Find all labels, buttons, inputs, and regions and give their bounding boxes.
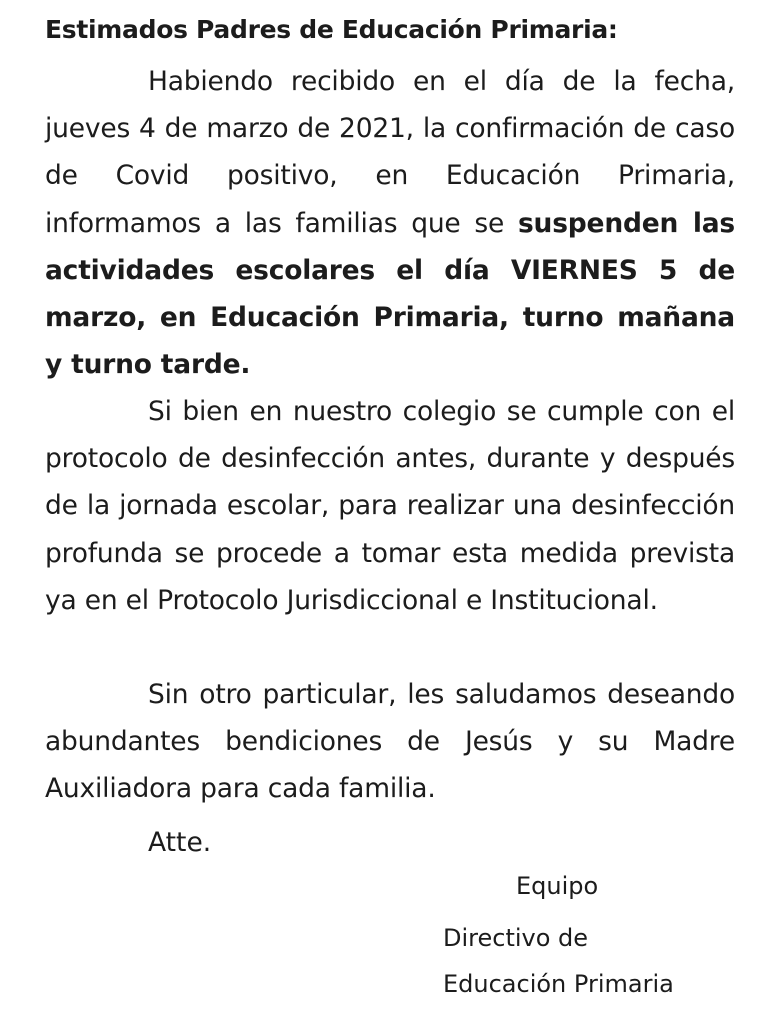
- signature-line-3: Educación Primaria: [443, 970, 674, 998]
- protocol-text: Si bien en nuestro colegio se cumple con el protocolo de desinfección antes, durante y después de la jornada escolar, para realizar una desinfección profunda se procede a tomar esta medida prevista ya en el Protocolo Jurisdiccional e Institucional.: [45, 396, 735, 616]
- paragraph-farewell: [45, 671, 735, 813]
- signature-line-1: Equipo: [516, 872, 599, 900]
- signature-line-2: Directivo de: [443, 924, 589, 952]
- farewell-text: Sin otro particular, les saludamos deseando abundantes bendiciones de Jesús y su Madre Auxiliadora para cada familia.: [45, 679, 735, 805]
- paragraph-protocol: [45, 388, 735, 624]
- announcement-bold-text: suspenden las actividades escolares el día VIERNES 5 de marzo, en Educación Primaria, turno mañana y turno tarde.: [45, 207, 735, 381]
- closing-text: Atte.: [148, 827, 212, 858]
- announcement-text: Habiendo recibido en el día de la fecha, jueves 4 de marzo de 2021, la confirmación de caso de Covid positivo, en Educación Primaria, informamos a las familias que se: [45, 66, 735, 239]
- letter-heading: Estimados Padres de Educación Primaria:: [45, 15, 618, 44]
- paragraph-announcement: [45, 58, 735, 388]
